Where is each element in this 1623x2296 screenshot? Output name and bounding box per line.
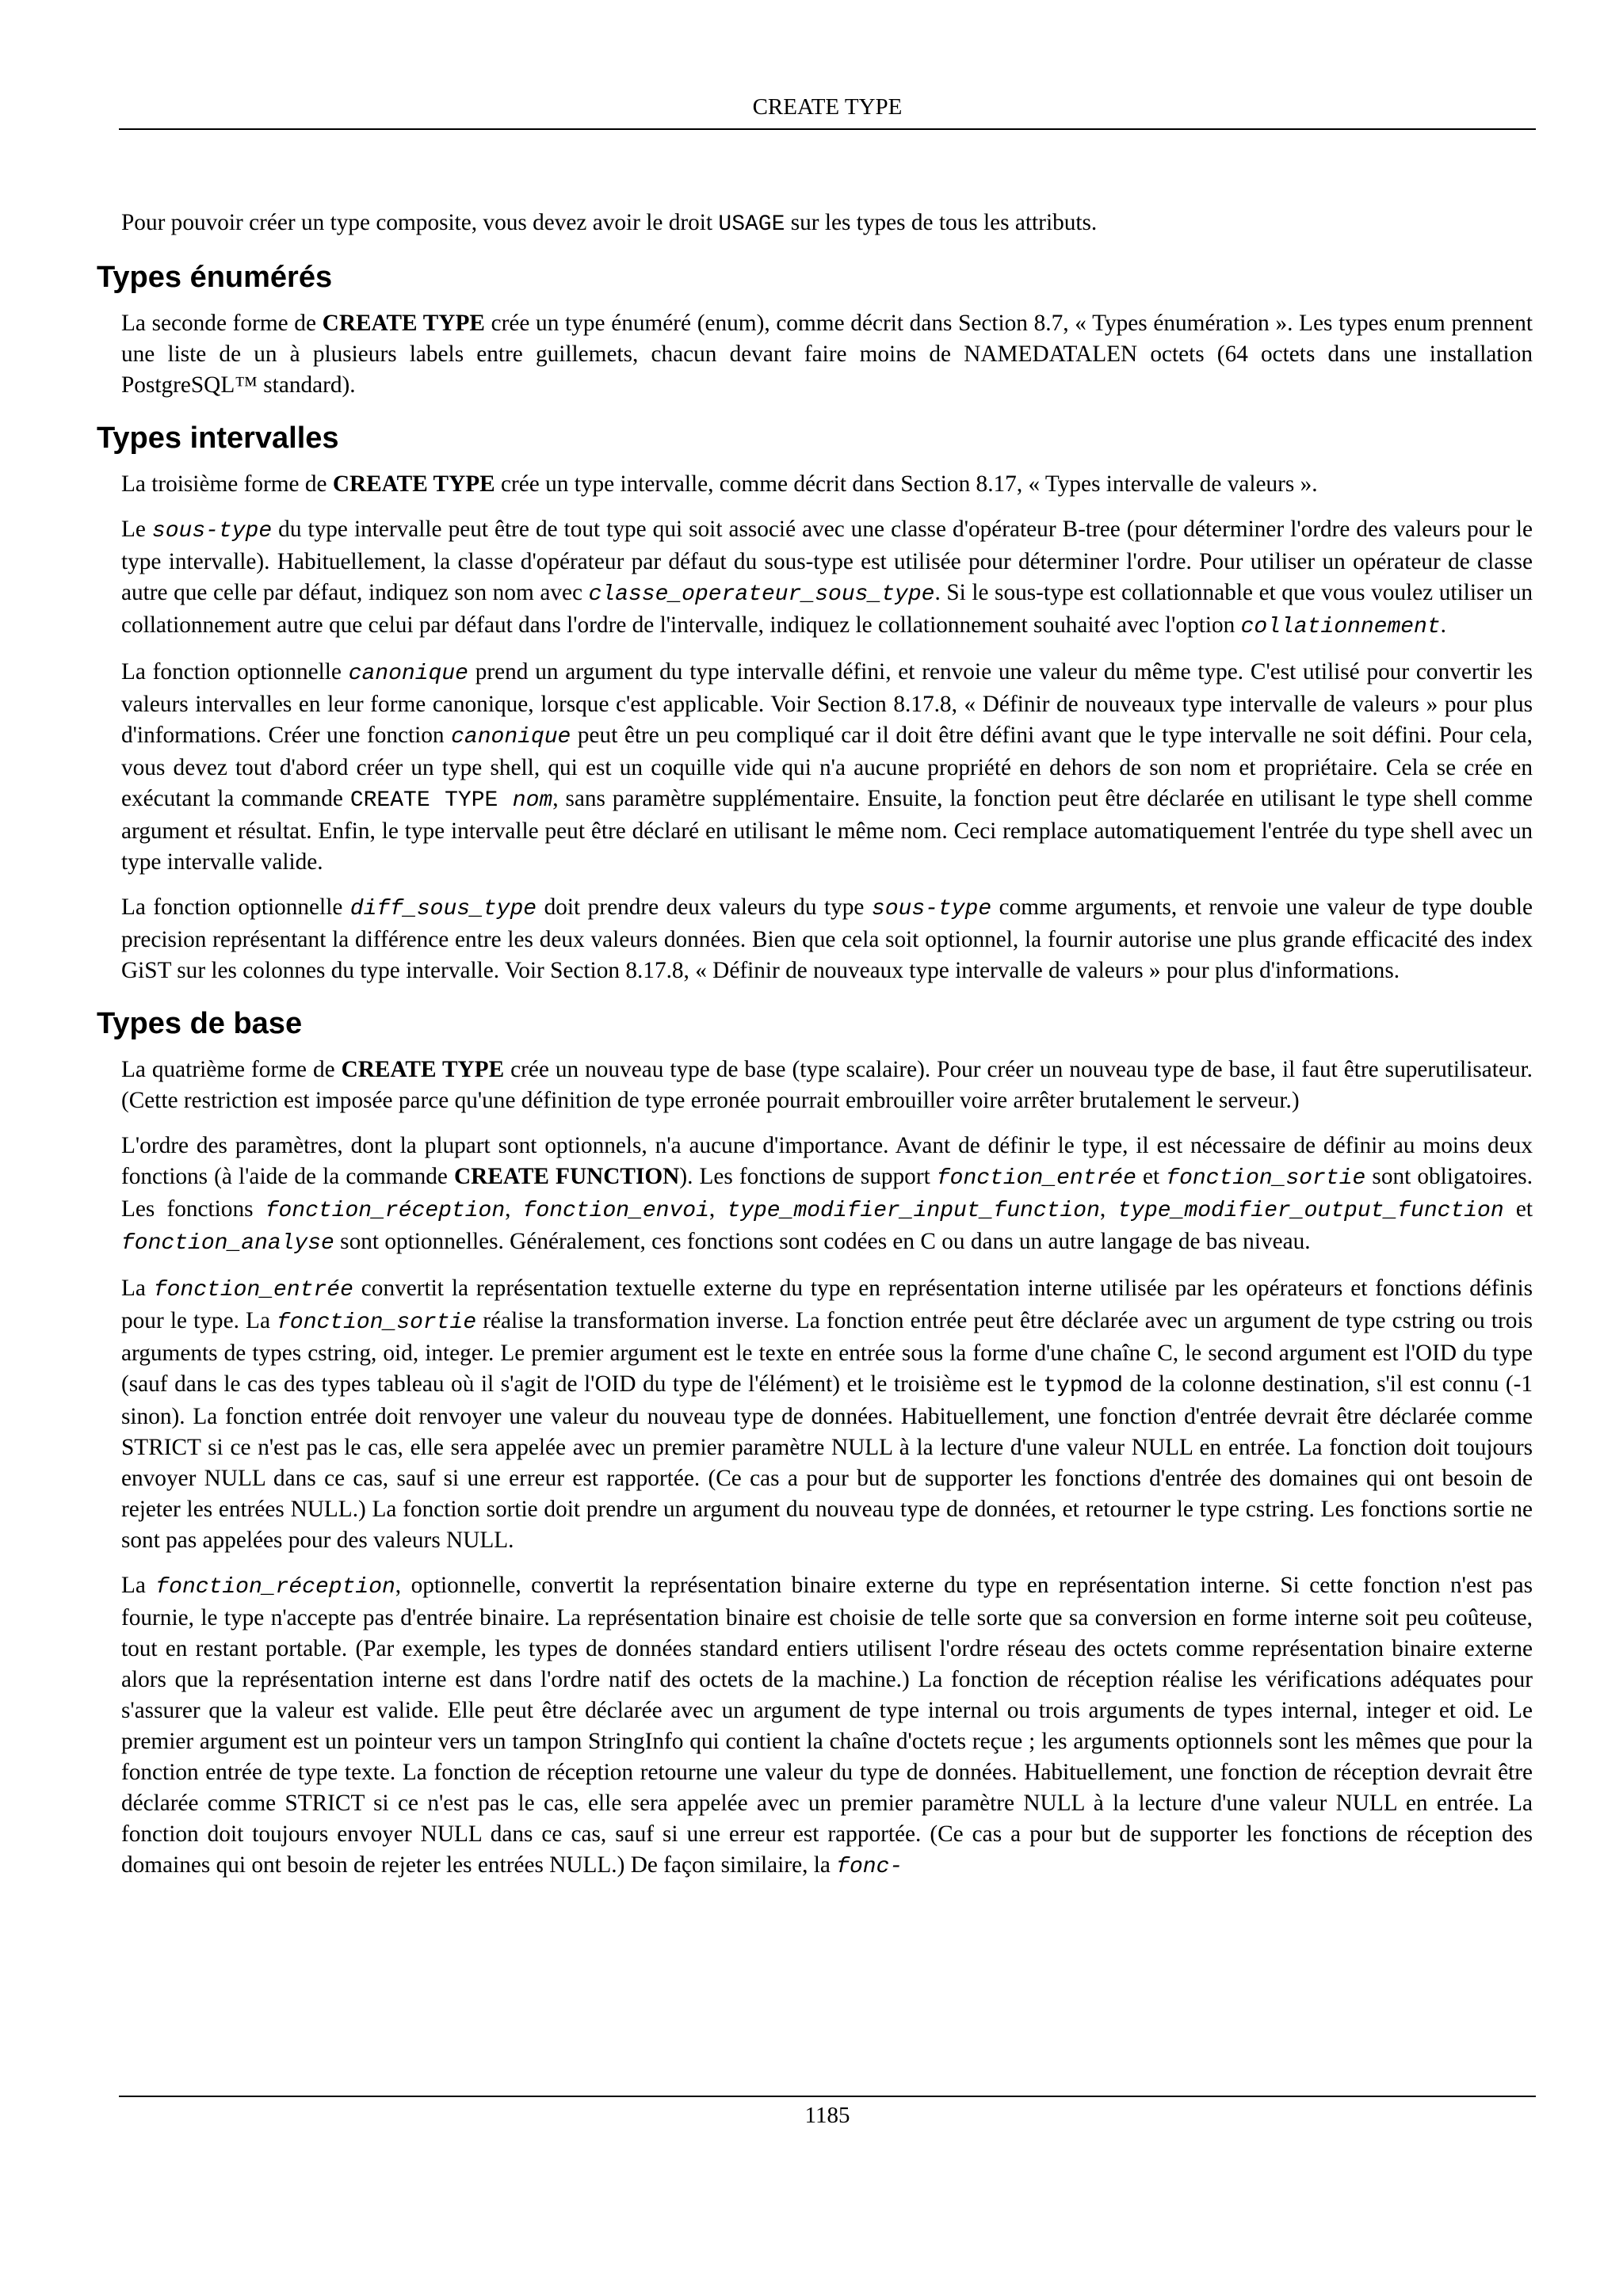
command-create-type: CREATE TYPE [341, 1057, 505, 1082]
code-typmod: typmod [1043, 1374, 1124, 1398]
paragraph-range-subtype [121, 514, 1533, 643]
text: crée un type énuméré (enum), comme décrit dans Section 8.7, « Types énumération ». Les types enum prennent une liste de un à plusieurs labels entre guillemets, chacun devant faire moins de NAMEDATALEN octets (64 octets dans une installation PostgreSQL™ standard). [121, 311, 1533, 398]
param-fonction-envoi: fonction_envoi [522, 1199, 709, 1223]
text: crée un type intervalle, comme décrit dans Section 8.17, « Types intervalle de valeurs ». [495, 471, 1318, 497]
text: prend un argument du type intervalle défini, et renvoie une valeur du même type. C'est utilisé pour convertir les valeurs intervalles en leur forme canonique, lorsque c'est applicable. Voir Section 8.17.8, « Définir de nouveaux type intervalle de valeurs » pour plus d'informations. Créer une fonction [121, 659, 1533, 748]
text: sont optionnelles. Généralement, ces fonctions sont codées en C ou dans un autre langage de bas niveau. [334, 1229, 1311, 1254]
text: sont obligatoires. Les fonctions [121, 1164, 1533, 1222]
param-fonction-entree: fonction_entrée [936, 1166, 1136, 1191]
text: sur les types de tous les attributs. [785, 210, 1098, 235]
param-fonction-entree: fonction_entrée [153, 1278, 353, 1302]
paragraph-composite-privilege [121, 208, 1533, 240]
param-diff-sous-type: diff_sous_type [349, 897, 537, 921]
paragraph-base-functions [121, 1131, 1533, 1259]
section-heading-base-types: Types de base [97, 1007, 303, 1040]
text: La [121, 1276, 154, 1301]
command-create-type: CREATE TYPE [332, 471, 495, 497]
text: La [121, 1573, 156, 1598]
text: Le [121, 517, 152, 542]
page-content [97, 208, 1533, 1882]
text: et [1503, 1196, 1533, 1222]
paragraph-base-intro [121, 1055, 1533, 1116]
paragraph-base-input-output [121, 1273, 1533, 1556]
text: L'ordre des paramètres, dont la plupart sont optionnels, n'a aucune d'importance. Avant de définir le type, il est nécessaire de définir au moins deux fonctions (à l'aide de la commande [121, 1133, 1533, 1189]
running-header: CREATE TYPE [752, 94, 903, 120]
text: comme arguments, et renvoie une valeur de type double precision représentant la différence entre les deux valeurs données. Bien que cela soit optionnel, la fournir autorise une plus grande efficacité des index GiST sur les colonnes du type intervalle. Voir Section 8.17.8, « Définir de nouveaux type intervalle de valeurs » pour plus d'informations. [121, 894, 1533, 983]
param-sous-type: sous-type [151, 519, 273, 543]
text: , sans paramètre supplémentaire. Ensuite, la fonction peut être déclarée en utilisant le type shell comme argument et résultat. Enfin, le type intervalle peut être déclaré en utilisant le même nom. Ceci remplace automatiquement l'entrée du type shell avec un type intervalle valide. [121, 786, 1533, 875]
text: . Si le sous-type est collationnable et que vous voulez utiliser un collationnement autre que celui par défaut dans l'ordre de l'intervalle, indiquez le collationnement souhaité avec l'option [121, 580, 1533, 638]
param-classe-operateur: classe_operateur_sous_type [588, 582, 935, 607]
text: du type intervalle peut être de tout type qui soit associé avec une classe d'opérateur B-tree (pour déterminer l'ordre des valeurs pour le type intervalle). Habituellement, la classe d'opérateur par défaut du sous-type est utilisée pour déterminer l'ordre. Pour utiliser un opérateur de classe autre que celle par défaut, indiquez son nom avec [121, 517, 1533, 605]
section-heading-range-types: Types intervalles [97, 421, 339, 455]
footer-rule [119, 2096, 1536, 2097]
text: convertit la représentation textuelle externe du type en représentation interne utilisée par les opérateurs et fonctions définis pour le type. La [121, 1276, 1533, 1333]
param-nom: nom [512, 788, 553, 813]
param-fonction-truncated: fonc- [836, 1855, 903, 1879]
param-fonction-sortie: fonction_sortie [277, 1310, 477, 1335]
text: crée un nouveau type de base (type scalaire). Pour créer un nouveau type de base, il faut être superutilisateur. (Cette restriction est imposée parce qu'une définition de type erronée pourrait embrouiller voire arrêter brutalement le serveur.) [121, 1057, 1533, 1113]
text: de la colonne destination, s'il est connu (-1 sinon). La fonction entrée doit renvoyer une valeur du nouveau type de données. Habituellement, une fonction d'entrée devrait être déclarée comme STRICT si ce n'est pas le cas, elle sera appelée avec un premier paramètre NULL à la lecture d'une valeur NULL en entrée. La fonction doit toujours envoyer NULL dans ce cas, sauf si une erreur est rapportée. (Ce cas a pour but de supporter les fonctions d'entrée des domaines qui ont besoin de rejeter les entrées NULL.) La fonction sortie doit prendre un argument du nouveau type de données, et retourner le type cstring. Les fonctions sortie ne sont pas appelées pour des valeurs NULL. [121, 1371, 1533, 1553]
text: ). Les fonctions de support [679, 1164, 937, 1189]
param-canonique: canonique [348, 662, 468, 686]
page-number: 1185 [804, 2103, 850, 2128]
param-fonction-reception: fonction_réception [265, 1199, 506, 1223]
param-fonction-sortie: fonction_sortie [1166, 1166, 1366, 1191]
param-typmod-output: type_modifier_output_function [1117, 1199, 1504, 1223]
header-rule [119, 128, 1536, 130]
text: . [1440, 612, 1446, 638]
paragraph-range-diff [121, 892, 1533, 986]
code-create-type: CREATE TYPE [349, 788, 513, 813]
section-heading-enum-types: Types énumérés [97, 261, 333, 294]
text: La troisième forme de [121, 471, 333, 497]
param-collationnement: collationnement [1240, 615, 1441, 639]
text: , [1099, 1196, 1118, 1222]
text: La seconde forme de [121, 311, 323, 336]
command-create-function: CREATE FUNCTION [454, 1164, 680, 1189]
text: , optionnelle, convertit la représentation binaire externe du type en représentation interne. Si cette fonction n'est pas fournie, le type n'accepte pas d'entrée binaire. La représentation binaire est choisie de telle sorte que sa conversion en forme interne soit peu coûteuse, tout en restant portable. (Par exemple, les types de données standard entiers utilisent l'ordre réseau des octets comme représentation binaire externe alors que la représentation interne est dans l'ordre natif des octets de la machine.) La fonction de réception réalise les vérifications adéquates pour s'assurer que la valeur est valide. Elle peut être déclarée avec un argument de type internal ou trois arguments de types internal, integer et oid. Le premier argument est un pointeur vers un tampon StringInfo qui contient la chaîne d'octets reçue ; les arguments optionnels sont les mêmes que pour la fonction entrée de type texte. La fonction de réception retourne une valeur du type de données. Habituellement, une fonction de réception devrait être déclarée comme STRICT si ce n'est pas le cas, elle sera appelée avec un premier paramètre NULL à la lecture d'une valeur NULL en entrée. La fonction doit toujours envoyer NULL dans ce cas, sauf si une erreur est rapportée. (Ce cas a pour but de supporter les fonctions de réception des domaines qui ont besoin de rejeter les entrées NULL.) De façon similaire, la [121, 1573, 1533, 1878]
text: et [1136, 1164, 1167, 1189]
param-fonction-reception: fonction_réception [155, 1575, 395, 1600]
paragraph-range-intro [121, 469, 1533, 500]
code-usage: USAGE [718, 212, 785, 237]
text: réalise la transformation inverse. La fonction entrée peut être déclarée avec un argument de type cstring ou trois arguments de types cstring, oid, integer. Le premier argument est le texte en entrée sous la forme d'une chaîne C, le second argument est l'OID du type (sauf dans le cas des types tableau où il s'agit de l'OID du type de l'élément) et le troisième est le [121, 1308, 1533, 1397]
text: peut être un peu compliqué car il doit être défini avant que le type intervalle ne soit défini. Pour cela, vous devez tout d'abord créer un type shell, qui est un coquille vide qui n'a aucune propriété en dehors de son nom et propriétaire. Cela se crée en exécutant la commande [121, 723, 1533, 811]
paragraph-base-receive [121, 1570, 1533, 1882]
text: doit prendre deux valeurs du type [537, 894, 872, 920]
paragraph-enum-types [121, 308, 1533, 401]
param-canonique: canonique [451, 725, 571, 749]
param-typmod-input: type_modifier_input_function [727, 1199, 1100, 1223]
text: , [505, 1196, 523, 1222]
text: La quatrième forme de [121, 1057, 342, 1082]
text: La fonction optionnelle [121, 659, 349, 685]
command-create-type: CREATE TYPE [322, 311, 485, 336]
text: La fonction optionnelle [121, 894, 350, 920]
text: , [708, 1196, 727, 1222]
text: Pour pouvoir créer un type composite, vous devez avoir le droit [121, 210, 719, 235]
paragraph-range-canonical [121, 657, 1533, 878]
param-sous-type: sous-type [871, 897, 992, 921]
param-fonction-analyse: fonction_analyse [121, 1231, 334, 1256]
